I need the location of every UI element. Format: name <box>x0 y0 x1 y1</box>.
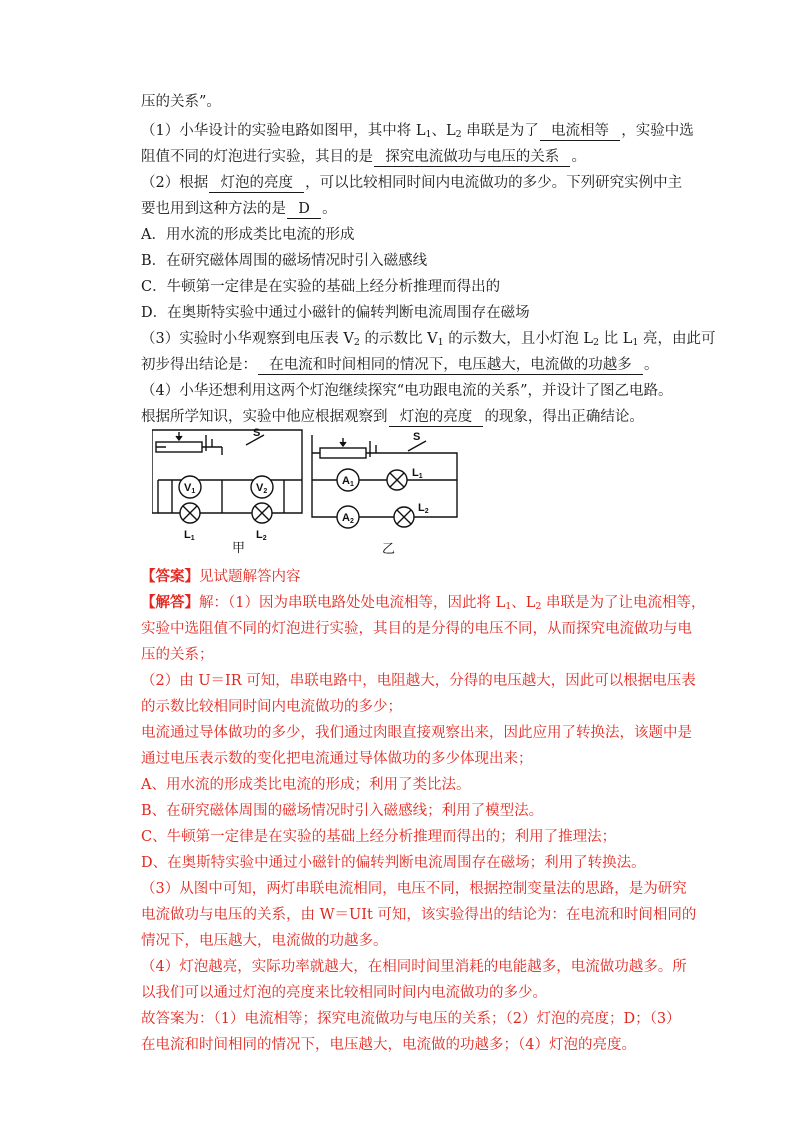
solution-line-3: 压的关系； <box>141 647 214 663</box>
solution-line-17: 故答案为：（1）电流相等；探究电流做功与电压的关系；（2）灯泡的亮度；D；（3） <box>141 1011 681 1027</box>
solution-line-1: 【解答】解：（1）因为串联电路处处电流相等，因此将 $L_1$、$L_2$ 串联是为了让电流相等， <box>141 594 706 612</box>
q3-blank: 在电流和时间相同的情况下，电压越大，电流做的功越多 <box>258 356 643 375</box>
q2-blank-1: 灯泡的亮度 <box>209 174 304 193</box>
q2-blank-2: D <box>287 200 321 219</box>
solution-line-8: A、用水流的形成类比电流的形成；利用了类比法。 <box>141 777 471 793</box>
option-a: A．用水流的形成类比电流的形成 <box>141 227 355 243</box>
l2-label-yi: L2 <box>418 502 429 515</box>
solution-label: 【解答】 <box>141 594 199 611</box>
solution-line-12: （3）从图中可知，两灯串联电流相同，电压不同，根据控制变量法的思路，是为研究 <box>141 881 687 897</box>
solution-line-2: 实验中选阻值不同的灯泡进行实验，其目的是分得的电压不同，从而探究电流做功与电 <box>141 621 692 637</box>
solution-line-16: 以我们可以通过灯泡的亮度来比较相同时间内电流做功的多少。 <box>141 985 547 1001</box>
q1-blank-1: 电流相等 <box>540 122 620 141</box>
solution-line-9: B、在研究磁体周围的磁场情况时引入磁感线；利用了模型法。 <box>141 803 544 819</box>
question-2-line-2: 要也用到这种方法的是 D 。 <box>141 201 337 217</box>
question-4-line-2: 根据所学知识，实验中他应根据观察到 灯泡的亮度 的现象，得出正确结论。 <box>141 409 644 425</box>
rheostat-yi <box>320 448 366 458</box>
switch-label-jia: S <box>253 427 261 439</box>
solution-line-5: 的示数比较相同时间内电流做功的多少； <box>141 699 402 715</box>
solution-line-10: C、牛顿第一定律是在实验的基础上经分析推理而得出的；利用了推理法； <box>141 829 617 845</box>
question-3-line-1: （3）实验时小华观察到电压表 $V_2$ 的示数比 $V_1$ 的示数大，且小灯泡 $L_2$ 比 $L_1$ 亮，由此可 <box>141 331 716 348</box>
option-c: C．牛顿第一定律是在实验的基础上经分析推理而得出的 <box>141 279 501 295</box>
answer-label: 【答案】 <box>141 568 199 585</box>
question-3-line-2: 初步得出结论是： 在电流和时间相同的情况下，电压越大，电流做的功越多 。 <box>141 357 659 373</box>
solution-line-6: 电流通过导体做功的多少，我们通过肉眼直接观察出来，因此应用了转换法，该题中是 <box>141 725 692 741</box>
circuit-yi <box>312 435 457 528</box>
caption-yi: 乙 <box>382 541 396 556</box>
solution-line-7: 通过电压表示数的变化把电流通过导体做功的多少体现出来； <box>141 751 533 767</box>
circuit-diagrams <box>152 425 472 557</box>
v1-label: V1 <box>184 482 196 495</box>
solution-line-14: 情况下，电压越大，电流做的功越多。 <box>141 933 388 949</box>
l1-label-yi: L1 <box>412 467 423 480</box>
l2-label-jia: L2 <box>256 529 267 542</box>
l1-label-jia: L1 <box>184 529 195 542</box>
solution-line-13: 电流做功与电压的关系，由 W＝UIt 可知，该实验得出的结论为：在电流和时间相同的 <box>141 907 697 923</box>
circuit-jia <box>152 430 302 523</box>
caption-jia: 甲 <box>232 540 246 555</box>
v2-label: V2 <box>256 482 268 495</box>
q4-blank: 灯泡的亮度 <box>389 408 484 427</box>
solution-line-11: D、在奥斯特实验中通过小磁针的偏转判断电流周围存在磁场；利用了转换法。 <box>141 855 646 871</box>
answer-line: 【答案】见试题解答内容 <box>141 568 301 585</box>
intro-tail: 压的关系”。 <box>141 94 221 110</box>
solution-line-4: （2）由 U＝IR 可知，串联电路中，电阻越大，分得的电压越大，因此可以根据电压表 <box>141 673 696 689</box>
option-d: D．在奥斯特实验中通过小磁针的偏转判断电流周围存在磁场 <box>141 305 530 321</box>
question-2-line-1: （2）根据 灯泡的亮度 ，可以比较相同时间内电流做功的多少。下列研究实例中主 <box>141 175 683 191</box>
question-4-line-1: （4）小华还想利用这两个灯泡继续探究“电功跟电流的关系”，并设计了图乙电路。 <box>141 383 673 399</box>
a2-label: A2 <box>342 512 354 525</box>
option-b: B．在研究磁体周围的磁场情况时引入磁感线 <box>141 253 428 269</box>
solution-line-18: 在电流和时间相同的情况下，电压越大，电流做的功越多；（4）灯泡的亮度。 <box>141 1037 636 1053</box>
switch-label-yi: S <box>413 431 421 443</box>
q1-blank-2: 探究电流做功与电压的关系 <box>374 148 570 167</box>
question-1-line-2: 阻值不同的灯泡进行实验，其目的是 探究电流做功与电压的关系 。 <box>141 149 586 165</box>
solution-line-15: （4）灯泡越亮，实际功率就越大，在相同时间里消耗的电能越多，电流做功越多。所 <box>141 959 687 975</box>
a1-label: A1 <box>342 475 354 488</box>
question-1-line-1: （1）小华设计的实验电路如图甲，其中将 $L_1$、$L_2$ 串联是为了 电流相等 ，实验中选 <box>141 123 694 140</box>
